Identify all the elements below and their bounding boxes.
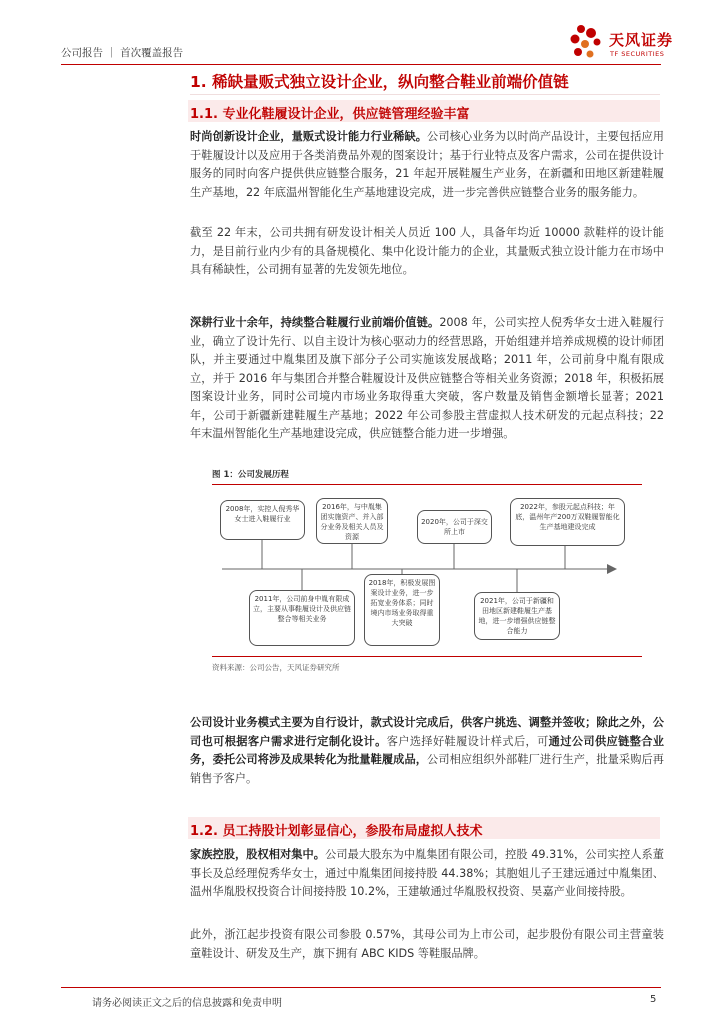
header-divider xyxy=(61,64,661,65)
logo-dot xyxy=(581,40,589,48)
logo-dot xyxy=(587,51,594,58)
timeline-event: 2018年，积极发展图案设计业务，进一步拓宽业务体系；同时境内市场业务取得重大突破 xyxy=(364,574,440,646)
paragraph-body: 公司核心业务为以时尚产品设计，主要包括应用于鞋履设计以及应用于各类消费品外观的图案设计；基于行业特点及客户需求，公司在提供设计服务的同时向客户提供供应链整合服务，21 年起开展鞋履生产业务，在新疆和田地区新建鞋履生产基地，22 年底温州智能化生产基地建设完成，进一步完善供应链整合业务的服务能力。 xyxy=(190,130,664,199)
logo-dot xyxy=(571,35,580,44)
footer-divider xyxy=(61,987,661,988)
paragraph-2 xyxy=(190,224,664,280)
subsection-title: 1.1. 专业化鞋履设计企业，供应链管理经验丰富 xyxy=(190,107,470,122)
timeline-arrow xyxy=(607,564,617,574)
paragraph-body: 截至 22 年末，公司共拥有研发设计相关人员近 100 人，具备年均近 10000 款鞋样的设计能力，是目前行业内少有的具备规模化、集中化设计能力的企业，其量贩式独立设计能力在市场中具有稀缺性，公司拥有显著的先发领先地位。 xyxy=(190,226,664,276)
timeline-figure xyxy=(212,488,642,654)
paragraph-lead: 时尚创新设计企业，量贩式设计能力行业稀缺。 xyxy=(190,130,428,143)
paragraph-1 xyxy=(190,128,664,202)
paragraph-lead: 公司设计业务模式主要为自行设计，款式设计完成后，供客户挑选、调整并签收；除此之外，公司也可根据客户需求进行定制化设计。 xyxy=(190,716,664,748)
paragraph-6 xyxy=(190,926,664,963)
paragraph-lead: 深耕行业十余年，持续整合鞋履行业前端价值链。 xyxy=(190,316,440,329)
paragraph-body: 2008 年，公司实控人倪秀华女士进入鞋履行业，确立了设计先行、以自主设计为核心驱动力的经营思路，开始组建并培养成规模的设计师团队，并主要通过中胤集团及旗下部分子公司实施该发展战略；2011 年，公司前身中胤有限成立，并于 2016 年与集团合并整合鞋履设计及供应链整合等相关业务资源；2018 年，积极拓展图案设计业务，同时公司境内市场业务取得重大突破，客户数量及销售金额增长显著；2021 年，公司于新疆新建鞋履生产基地；2022 年公司参股主营虚拟人技术研发的元起点科技；22 年末温州智能化生产基地建设完成，供应链整合能力进一步增强。 xyxy=(190,316,664,440)
section-title: 1. 稀缺量贩式独立设计企业，纵向整合鞋业前端价值链 xyxy=(190,73,569,91)
paragraph-5 xyxy=(190,846,664,902)
figure-top-rule xyxy=(212,484,642,485)
timeline-event: 2016年，与中胤集团实施资产、并入部分业务及相关人员及资源 xyxy=(316,498,388,544)
timeline-event: 2011年，公司前身中胤有限成立，主要从事鞋履设计及供应链整合等相关业务 xyxy=(249,590,355,646)
logo-subtitle: TF SECURITIES xyxy=(610,50,665,58)
timeline-event: 2008年，实控人倪秀华女士进入鞋履行业 xyxy=(220,500,305,540)
paragraph-body: 公司最大股东为中胤集团有限公司，控股 49.31%，公司实控人系董事长及总经理倪秀华女士，通过中胤集团间接持股 44.38%；其胞姐儿子王建远通过中胤集团、温州华胤股权投资合计间接持股 10.2%，王建敏通过华胤股权投资、昊嘉产业间接持股。 xyxy=(190,848,664,898)
footer-disclaimer: 请务必阅读正文之后的信息披露和免责申明 xyxy=(92,998,282,1009)
paragraph-3 xyxy=(190,314,664,444)
paragraph-lead: 家族控股，股权相对集中。 xyxy=(190,848,326,861)
figure-bottom-rule xyxy=(212,656,642,657)
logo-dot xyxy=(594,39,601,46)
timeline-event: 2021年，公司于新疆和田地区新建鞋履生产基地，进一步增强供应链整合能力 xyxy=(474,592,560,640)
timeline-event: 2022年，参股元起点科技；年底，温州年产200万双鞋履智能化生产基地建设完成 xyxy=(510,498,625,546)
logo-dot xyxy=(574,48,582,56)
paragraph-emphasis: 通过公司供应链整合业务，委托公司将涉及成果转化为批量鞋履成品， xyxy=(190,734,664,766)
section-underline xyxy=(190,94,660,95)
timeline-event: 2020年，公司于深交所上市 xyxy=(417,510,492,544)
report-type: 公司报告 ｜ 首次覆盖报告 xyxy=(61,47,184,59)
page-number: 5 xyxy=(650,994,657,1005)
figure-title: 图 1：公司发展历程 xyxy=(212,470,289,480)
paragraph-body: 公司相应组织外部鞋厂进行生产，批量采购后再销售予客户。 xyxy=(190,753,664,785)
paragraph-4 xyxy=(190,714,664,788)
logo-dot xyxy=(577,25,585,33)
paragraph-body: 此外，浙江起步投资有限公司参股 0.57%，其母公司为上市公司，起步股份有限公司主营童装童鞋设计、研发及生产，旗下拥有 ABC KIDS 等鞋服品牌。 xyxy=(190,928,664,960)
logo-name: 天风证券 xyxy=(609,31,674,49)
subsection-title: 1.2. 员工持股计划彰显信心，参股布局虚拟人技术 xyxy=(190,824,483,839)
figure-source: 资料来源：公司公告，天风证券研究所 xyxy=(212,663,340,672)
logo-dot xyxy=(586,28,596,38)
paragraph-body: 客户选择好鞋履设计样式后，可 xyxy=(386,734,549,748)
